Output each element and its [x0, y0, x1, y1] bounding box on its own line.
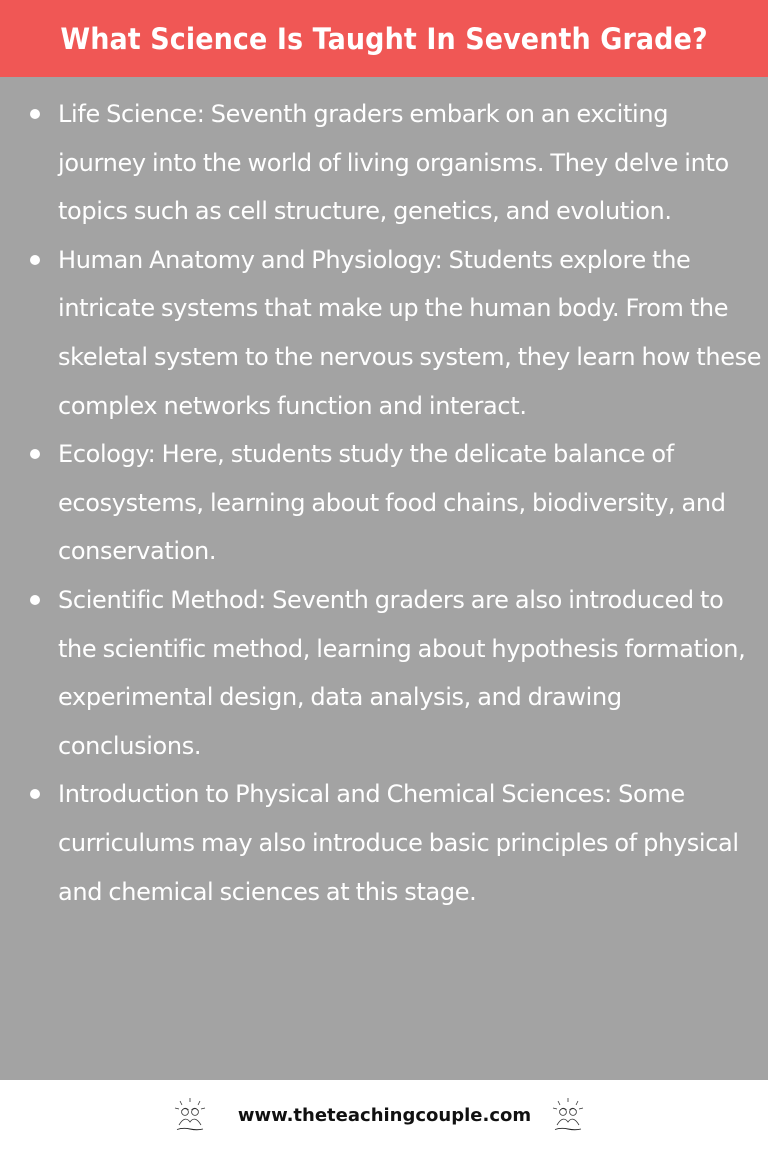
topic-text: Ecology: Here, students study the delicate balance of ecosystems, learning about food chains, biodiversity, and conservation. [58, 440, 726, 566]
footer [0, 1080, 768, 1152]
topic-text: Introduction to Physical and Chemical Sciences: Some curriculums may also introduce basic principles of physical and chemical sciences at this stage. [58, 780, 739, 906]
teaching-couple-logo-icon [549, 1096, 587, 1134]
topic-item-human-anatomy [0, 236, 768, 430]
topic-item-scientific-method [0, 576, 768, 770]
bullet-icon [30, 255, 40, 265]
title-banner [0, 0, 768, 77]
teaching-couple-logo-icon [171, 1096, 209, 1134]
topic-item-life-science [0, 90, 768, 236]
bullet-icon [30, 789, 40, 799]
topic-text: Scientific Method: Seventh graders are also introduced to the scientific method, learning about hypothesis formation, experimental design, data analysis, and drawing conclusions. [58, 585, 746, 760]
topic-item-physical-chemical-sciences [0, 770, 768, 916]
topic-text: Human Anatomy and Physiology: Students explore the intricate systems that make up the human body. From the skeletal system to the nervous system, they learn how these complex networks function and interact. [58, 245, 762, 420]
topics-list [0, 77, 768, 916]
bullet-icon [30, 109, 40, 119]
bullet-icon [30, 449, 40, 459]
bullet-icon [30, 595, 40, 605]
topic-item-ecology [0, 430, 768, 576]
page-title: What Science Is Taught In Seventh Grade? [60, 21, 708, 56]
topics-panel [0, 77, 768, 1080]
topic-text: Life Science: Seventh graders embark on an exciting journey into the world of living organisms. They delve into topics such as cell structure, genetics, and evolution. [58, 100, 729, 226]
website-url: www.theteachingcouple.com [237, 1105, 532, 1126]
